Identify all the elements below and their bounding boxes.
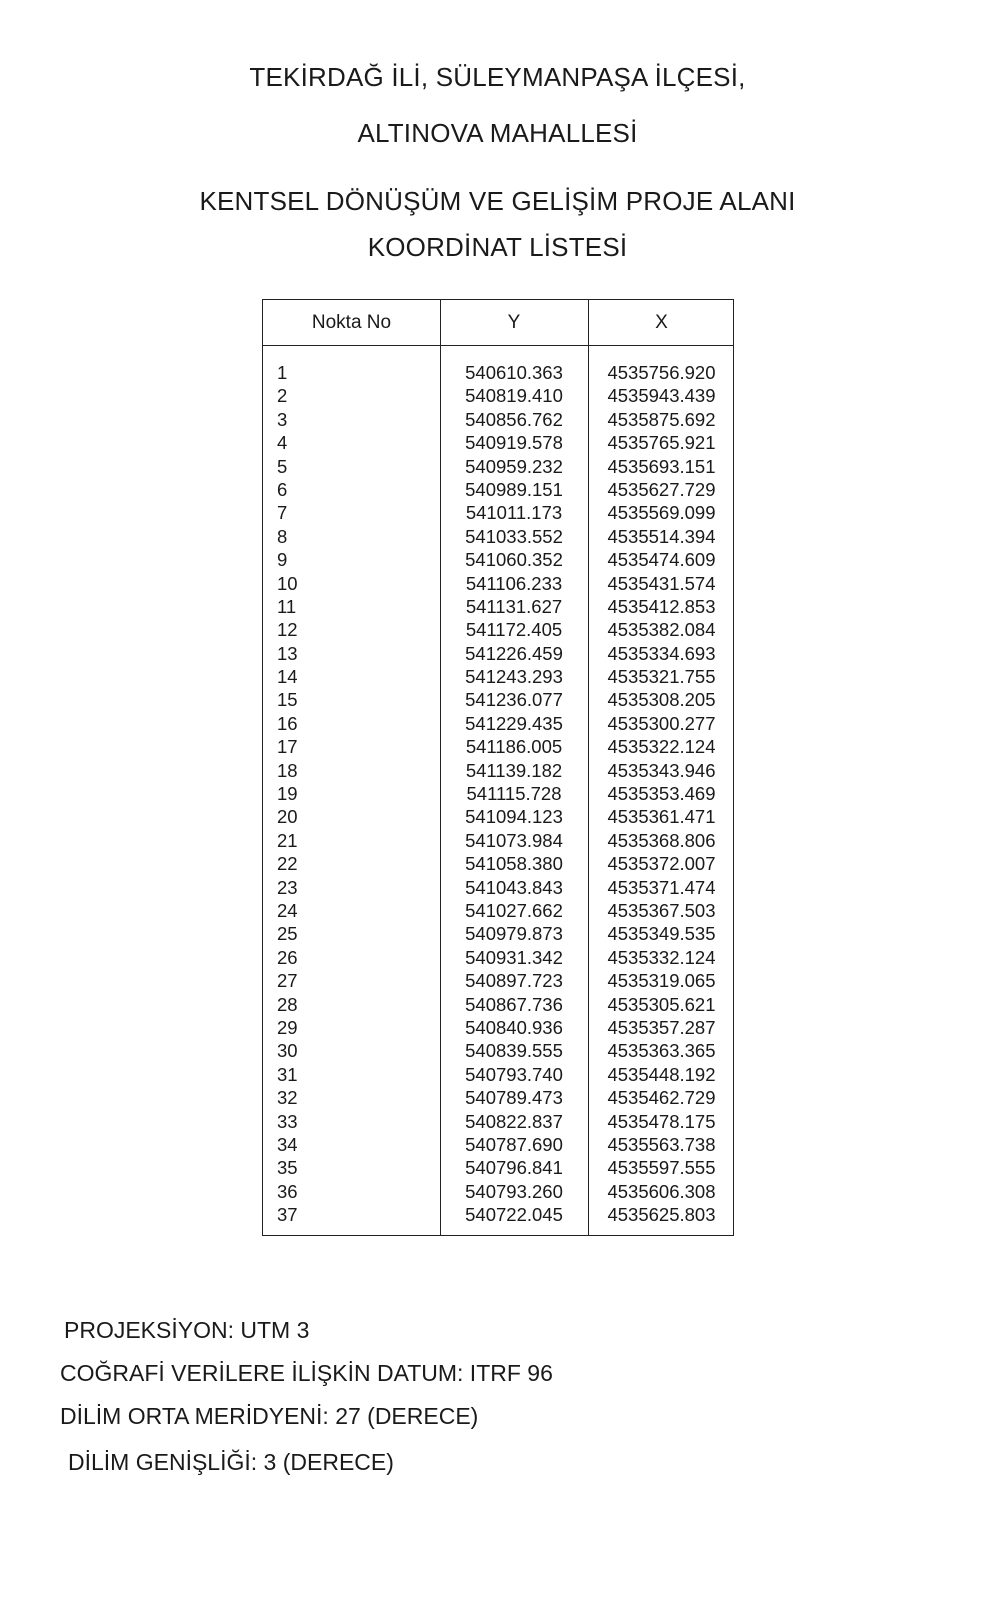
table-body bbox=[263, 362, 733, 1227]
cell-y: 540840.936 bbox=[465, 1016, 563, 1038]
cell-x: 4535319.065 bbox=[607, 970, 716, 992]
cell-y: 540856.762 bbox=[465, 408, 563, 430]
table-row bbox=[263, 830, 733, 853]
cell-point-no: 23 bbox=[277, 876, 298, 898]
cell-y: 540787.690 bbox=[465, 1133, 563, 1155]
cell-x: 4535563.738 bbox=[607, 1133, 716, 1155]
cell-x: 4535627.729 bbox=[607, 478, 716, 500]
cell-x: 4535349.535 bbox=[607, 923, 716, 945]
table-row bbox=[263, 736, 733, 759]
cell-point-no: 33 bbox=[277, 1110, 298, 1132]
table-row bbox=[263, 947, 733, 970]
cell-y: 540919.578 bbox=[465, 432, 563, 454]
cell-point-no: 36 bbox=[277, 1180, 298, 1202]
cell-point-no: 27 bbox=[277, 970, 298, 992]
cell-y: 541043.843 bbox=[465, 876, 563, 898]
cell-x: 4535478.175 bbox=[607, 1110, 716, 1132]
table-row bbox=[263, 1087, 733, 1110]
cell-y: 540839.555 bbox=[465, 1040, 563, 1062]
cell-point-no: 25 bbox=[277, 923, 298, 945]
cell-y: 540989.151 bbox=[465, 478, 563, 500]
cell-y: 540959.232 bbox=[465, 455, 563, 477]
cell-y: 541058.380 bbox=[465, 853, 563, 875]
cell-y: 541243.293 bbox=[465, 666, 563, 688]
title-province-district: TEKİRDAĞ İLİ, SÜLEYMANPAŞA İLÇESİ, bbox=[249, 62, 746, 92]
cell-point-no: 1 bbox=[277, 362, 288, 383]
cell-x: 4535606.308 bbox=[607, 1180, 716, 1202]
cell-x: 4535343.946 bbox=[607, 759, 716, 781]
datum-info: COĞRAFİ VERİLERE İLİŞKİN DATUM: ITRF 96 bbox=[60, 1360, 553, 1386]
table-row bbox=[263, 596, 733, 619]
cell-point-no: 2 bbox=[277, 385, 288, 407]
table-row bbox=[263, 1204, 733, 1227]
cell-point-no: 18 bbox=[277, 759, 298, 781]
table-row bbox=[263, 479, 733, 502]
cell-point-no: 32 bbox=[277, 1087, 298, 1109]
cell-point-no: 29 bbox=[277, 1016, 298, 1038]
cell-x: 4535353.469 bbox=[607, 783, 716, 805]
cell-point-no: 35 bbox=[277, 1157, 298, 1179]
cell-y: 540793.740 bbox=[465, 1063, 563, 1085]
cell-x: 4535321.755 bbox=[607, 666, 716, 688]
cell-point-no: 26 bbox=[277, 946, 298, 968]
cell-x: 4535448.192 bbox=[607, 1063, 716, 1085]
table-row bbox=[263, 385, 733, 408]
cell-point-no: 15 bbox=[277, 689, 298, 711]
cell-y: 541073.984 bbox=[465, 829, 563, 851]
cell-x: 4535462.729 bbox=[607, 1087, 716, 1109]
cell-point-no: 21 bbox=[277, 829, 298, 851]
cell-y: 541226.459 bbox=[465, 642, 563, 664]
cell-point-no: 30 bbox=[277, 1040, 298, 1062]
table-row bbox=[263, 1040, 733, 1063]
table-row bbox=[263, 1017, 733, 1040]
title-project-area: KENTSEL DÖNÜŞÜM VE GELİŞİM PROJE ALANI bbox=[199, 186, 796, 216]
cell-point-no: 37 bbox=[277, 1204, 298, 1226]
table-row bbox=[263, 1111, 733, 1134]
cell-y: 541060.352 bbox=[465, 549, 563, 571]
cell-y: 541236.077 bbox=[465, 689, 563, 711]
cell-x: 4535474.609 bbox=[607, 549, 716, 571]
cell-y: 540979.873 bbox=[465, 923, 563, 945]
table-row bbox=[263, 1134, 733, 1157]
cell-y: 541229.435 bbox=[465, 712, 563, 734]
cell-x: 4535305.621 bbox=[607, 993, 716, 1015]
cell-point-no: 17 bbox=[277, 736, 298, 758]
cell-point-no: 19 bbox=[277, 783, 298, 805]
table-row bbox=[263, 573, 733, 596]
title-coordinate-list: KOORDİNAT LİSTESİ bbox=[367, 232, 628, 262]
cell-y: 540789.473 bbox=[465, 1087, 563, 1109]
cell-point-no: 31 bbox=[277, 1063, 298, 1085]
cell-point-no: 3 bbox=[277, 408, 288, 430]
header-x: X bbox=[655, 312, 668, 333]
cell-y: 540793.260 bbox=[465, 1180, 563, 1202]
cell-x: 4535372.007 bbox=[607, 853, 716, 875]
cell-x: 4535300.277 bbox=[607, 712, 716, 734]
cell-point-no: 6 bbox=[277, 478, 288, 500]
cell-y: 541139.182 bbox=[465, 759, 563, 781]
cell-y: 541172.405 bbox=[465, 619, 563, 641]
table-row bbox=[263, 666, 733, 689]
table-row bbox=[263, 970, 733, 993]
cell-x: 4535412.853 bbox=[607, 595, 716, 617]
table-row bbox=[263, 643, 733, 666]
cell-y: 540819.410 bbox=[465, 385, 563, 407]
cell-y: 540897.723 bbox=[465, 970, 563, 992]
cell-x: 4535382.084 bbox=[607, 619, 716, 641]
cell-point-no: 10 bbox=[277, 572, 298, 594]
cell-x: 4535625.803 bbox=[607, 1204, 716, 1226]
cell-point-no: 12 bbox=[277, 619, 298, 641]
cell-point-no: 22 bbox=[277, 853, 298, 875]
meridian-info: DİLİM ORTA MERİDYENİ: 27 (DERECE) bbox=[60, 1403, 479, 1429]
cell-y: 541033.552 bbox=[465, 525, 563, 547]
cell-point-no: 7 bbox=[277, 502, 288, 524]
cell-x: 4535514.394 bbox=[607, 525, 716, 547]
cell-x: 4535357.287 bbox=[607, 1016, 716, 1038]
table-row bbox=[263, 760, 733, 783]
cell-y: 541027.662 bbox=[465, 899, 563, 921]
title-neighborhood: ALTINOVA MAHALLESİ bbox=[357, 118, 638, 148]
cell-y: 540822.837 bbox=[465, 1110, 563, 1132]
cell-y: 541115.728 bbox=[466, 783, 562, 805]
cell-point-no: 11 bbox=[277, 595, 297, 617]
table-row bbox=[263, 362, 733, 385]
cell-x: 4535693.151 bbox=[607, 455, 716, 477]
table-row bbox=[263, 526, 733, 549]
cell-point-no: 28 bbox=[277, 993, 298, 1015]
cell-point-no: 16 bbox=[277, 712, 298, 734]
cell-point-no: 9 bbox=[277, 549, 288, 571]
table-row bbox=[263, 713, 733, 736]
table-row bbox=[263, 923, 733, 946]
header-divider bbox=[263, 345, 733, 346]
cell-x: 4535334.693 bbox=[607, 642, 716, 664]
cell-y: 540796.841 bbox=[465, 1157, 563, 1179]
cell-x: 4535371.474 bbox=[607, 876, 716, 898]
table-row bbox=[263, 456, 733, 479]
table-row bbox=[263, 549, 733, 572]
cell-x: 4535361.471 bbox=[607, 806, 716, 828]
header-y: Y bbox=[507, 312, 521, 333]
cell-y: 541011.173 bbox=[465, 502, 563, 524]
cell-x: 4535308.205 bbox=[607, 689, 716, 711]
zone-width-info: DİLİM GENİŞLİĞİ: 3 (DERECE) bbox=[68, 1449, 394, 1475]
table-row bbox=[263, 409, 733, 432]
table-row bbox=[263, 853, 733, 876]
table-row bbox=[263, 1064, 733, 1087]
cell-y: 541186.005 bbox=[465, 736, 563, 758]
cell-x: 4535569.099 bbox=[607, 502, 716, 524]
cell-point-no: 5 bbox=[277, 455, 288, 477]
cell-y: 541131.627 bbox=[465, 595, 563, 617]
cell-x: 4535368.806 bbox=[607, 829, 716, 851]
cell-x: 4535332.124 bbox=[607, 946, 716, 968]
cell-x: 4535756.920 bbox=[607, 362, 716, 383]
cell-x: 4535367.503 bbox=[607, 899, 716, 921]
cell-point-no: 34 bbox=[277, 1133, 298, 1155]
cell-y: 541106.233 bbox=[465, 572, 563, 594]
cell-y: 540867.736 bbox=[465, 993, 563, 1015]
cell-y: 540722.045 bbox=[465, 1204, 563, 1226]
cell-x: 4535363.365 bbox=[607, 1040, 716, 1062]
table-row bbox=[263, 806, 733, 829]
table-row bbox=[263, 1157, 733, 1180]
cell-point-no: 4 bbox=[277, 432, 288, 454]
coordinate-table bbox=[262, 299, 734, 1236]
projection-info: PROJEKSİYON: UTM 3 bbox=[64, 1317, 310, 1343]
table-row bbox=[263, 994, 733, 1017]
cell-point-no: 13 bbox=[277, 642, 298, 664]
header-point-no: Nokta No bbox=[311, 312, 392, 333]
cell-x: 4535875.692 bbox=[607, 408, 716, 430]
cell-x: 4535765.921 bbox=[607, 432, 716, 454]
table-row bbox=[263, 783, 733, 806]
cell-x: 4535322.124 bbox=[607, 736, 716, 758]
cell-x: 4535597.555 bbox=[607, 1157, 716, 1179]
cell-point-no: 24 bbox=[277, 899, 298, 921]
table-row bbox=[263, 619, 733, 642]
table-row bbox=[263, 502, 733, 525]
table-row bbox=[263, 1181, 733, 1204]
cell-point-no: 14 bbox=[277, 666, 298, 688]
table-row bbox=[263, 689, 733, 712]
cell-x: 4535943.439 bbox=[607, 385, 716, 407]
table-row bbox=[263, 877, 733, 900]
table-row bbox=[263, 432, 733, 455]
cell-x: 4535431.574 bbox=[607, 572, 716, 594]
cell-point-no: 8 bbox=[277, 525, 288, 547]
cell-y: 540610.363 bbox=[465, 362, 563, 383]
cell-y: 541094.123 bbox=[465, 806, 563, 828]
cell-y: 540931.342 bbox=[465, 946, 563, 968]
cell-point-no: 20 bbox=[277, 806, 298, 828]
table-row bbox=[263, 900, 733, 923]
